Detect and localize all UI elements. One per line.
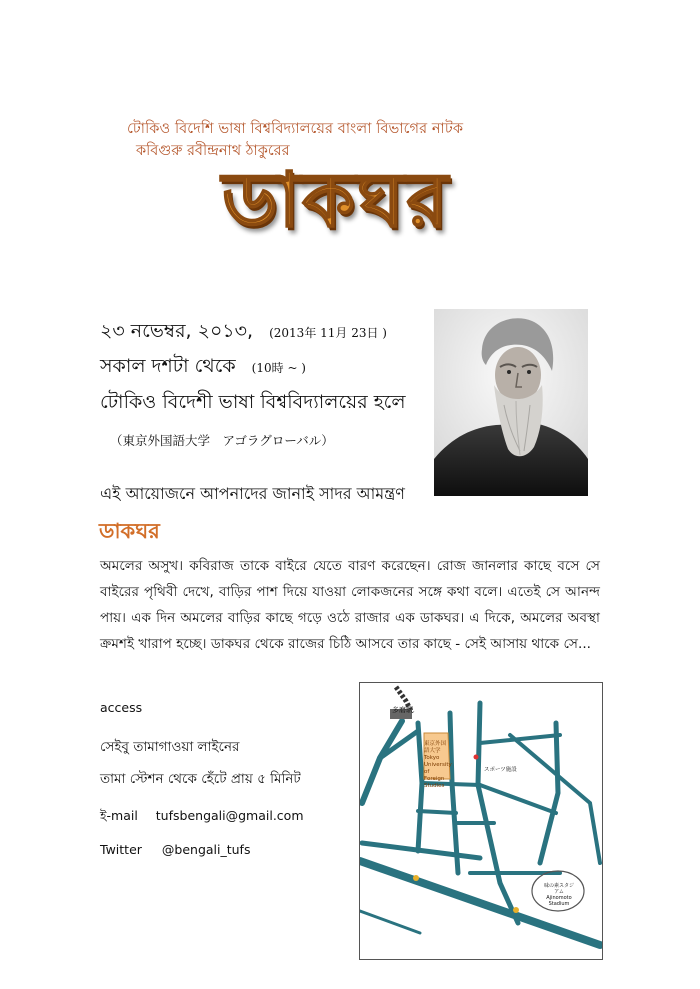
bus-stop-marker-2	[513, 907, 519, 913]
twitter-handle[interactable]: @bengali_tufs	[161, 842, 251, 857]
email-label: ই-mail	[100, 808, 138, 823]
synopsis-title: ডাকঘর	[99, 518, 160, 543]
email-link[interactable]: tufsbengali@gmail.com	[155, 808, 304, 823]
event-time-jp: (10時 ~ )	[251, 361, 306, 375]
access-map	[359, 682, 603, 960]
event-time-row	[100, 352, 306, 384]
map-label-campus	[424, 741, 450, 790]
map-label-stadium-jp: 味の素スタジアム	[543, 883, 574, 895]
access-heading: access	[100, 700, 143, 715]
map-roads	[360, 703, 600, 945]
map-label-campus-en: Tokyo University of Foreign Studies	[424, 755, 452, 789]
email-row	[100, 808, 304, 828]
map-label-campus-jp: 東京外国語大学	[424, 741, 447, 754]
event-time: সকাল দশটা থেকে	[100, 355, 236, 377]
map-label-station: 多磨駅	[392, 706, 413, 714]
event-venue-jp: （東京外国語大学 アゴラグローバル）	[110, 433, 334, 448]
event-date-row	[100, 317, 387, 349]
organizer-line: টোকিও বিদেশি ভাষা বিশ্ববিদ্যালয়ের বাংলা বিভাগের নাটক	[127, 121, 464, 137]
twitter-label: Twitter	[100, 842, 142, 857]
synopsis-text: অমলের অসুখ। কবিরাজ তাকে বাইরে যেতে বারণ করেছেন। রোজ জানলার কাছে বসে সে বাইরের পৃথিবী দেখে, বাড়ির পাশ দিয়ে যাওয়া লোকজনের সঙ্গে কথা বলে। এতেই সে আনন্দ পায়। এক দিন অমলের বাড়ির কাছে গড়ে ওঠে রাজার এক ডাকঘর। এ দিকে, অমলের অবস্থা ক্রমশই খারাপ হচ্ছে। ডাকঘর থেকে রাজের চিঠি আসবে তার কাছে - সেই আসায় থাকে সে...	[100, 558, 600, 652]
event-date: ২৩ নভেম্বর, ২০১৩,	[100, 320, 254, 342]
event-date-jp: (2013年 11月 23日 )	[269, 326, 387, 340]
author-line: কবিগুরু রবীন্দ্রনাথ ঠাকুরের	[136, 143, 290, 159]
twitter-row	[100, 842, 250, 857]
map-label-stadium-en: Ajinomoto Stadium	[546, 895, 572, 907]
bus-stop-marker	[413, 875, 419, 881]
map-svg	[360, 683, 602, 959]
map-label-sports: スポーツ施設	[484, 767, 517, 773]
entrance-marker	[474, 755, 479, 760]
map-label-stadium	[542, 883, 576, 907]
invitation-line: এই আয়োজনে আপনাদের জানাই সাদর আমন্ত্রণ	[100, 484, 405, 503]
portrait-photo	[434, 309, 588, 496]
event-venue: টোকিও বিদেশী ভাষা বিশ্ববিদ্যালয়ের হলে	[100, 391, 406, 413]
access-line-1: সেইবু তামাগাওয়া লাইনের	[100, 739, 240, 755]
play-title: ডাকঘর	[222, 155, 450, 244]
access-line-2: তামা স্টেশন থেকে হেঁটে প্রায় ৫ মিনিট	[100, 771, 301, 787]
